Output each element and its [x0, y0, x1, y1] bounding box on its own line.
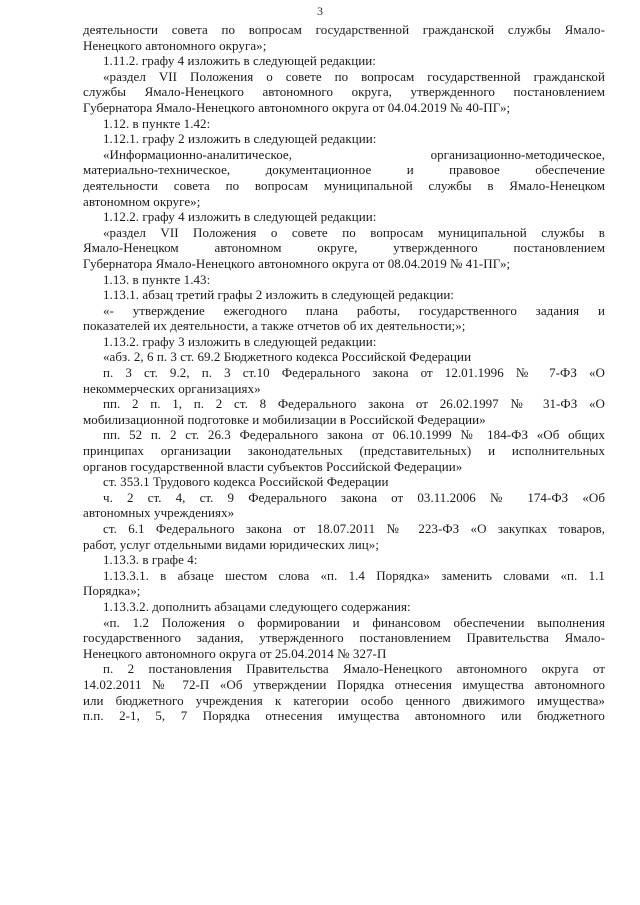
- text-line: работ, услуг отдельными видами юридических лиц»;: [83, 536, 380, 552]
- document-body: [83, 22, 605, 724]
- page-number: 3: [317, 4, 323, 18]
- text-line: 14.02.2011 № 72-П «Об утверждении Порядка отнесения имущества автономного: [83, 676, 605, 692]
- text-line: или бюджетного учреждения к категории особо ценного движимого имущества»: [83, 692, 605, 708]
- text-line: 1.11.2. графу 4 изложить в следующей редакции:: [103, 53, 376, 69]
- text-line: 1.13. в пункте 1.43:: [103, 271, 211, 287]
- text-line: деятельности совета по вопросам государственной гражданской службы Ямало-: [83, 22, 605, 37]
- text-line: ст. 353.1 Трудового кодекса Российской Федерации: [103, 474, 389, 490]
- text-line: «раздел VII Положения о совете по вопросам государственной гражданской: [103, 68, 605, 84]
- text-line: принципах организации законодательных (представительных) и исполнительных: [83, 443, 605, 459]
- text-line: 1.13.2. графу 3 изложить в следующей редакции:: [103, 333, 377, 349]
- text-line: деятельности совета по вопросам муниципальной службы в Ямало-Ненецком: [83, 177, 605, 193]
- text-line: Ямало-Ненецком автономном округе, утвержденного постановлением: [83, 240, 605, 256]
- text-line: ст. 6.1 Федерального закона от 18.07.2011 № 223-ФЗ «О закупках товаров,: [103, 521, 605, 536]
- text-line: органов государственной власти субъектов Российской Федерации»: [83, 458, 463, 474]
- text-line: 1.12.2. графу 4 изложить в следующей редакции:: [103, 209, 377, 225]
- text-line: государственного задания, утвержденного постановлением Правительства Ямало-: [83, 630, 605, 646]
- text-line: «раздел VII Положения о совете по вопросам муниципальной службы в: [103, 224, 605, 240]
- text-line: 1.12. в пункте 1.42:: [103, 115, 211, 131]
- text-line: пп. 52 п. 2 ст. 26.3 Федерального закона от 06.10.1999 № 184-ФЗ «Об общих: [103, 427, 605, 443]
- text-line: показателей их деятельности, а также отчетов об их деятельности;»;: [83, 318, 466, 334]
- text-line: службы Ямало-Ненецкого автономного округа, утвержденного постановлением: [83, 84, 605, 100]
- text-line: «- утверждение ежегодного плана работы, государственного задания и: [103, 302, 605, 318]
- text-line: п. 3 ст. 9.2, п. 3 ст.10 Федерального закона от 12.01.1996 № 7-ФЗ «О: [103, 365, 605, 381]
- text-line: 1.12.1. графу 2 изложить в следующей редакции:: [103, 131, 377, 147]
- text-line: Ненецкого автономного округа»;: [83, 37, 267, 53]
- text-line: «абз. 2, 6 п. 3 ст. 69.2 Бюджетного кодекса Российской Федерации: [103, 349, 472, 365]
- text-line: 1.13.3.2. дополнить абзацами следующего содержания:: [103, 598, 411, 614]
- text-line: Губернатора Ямало-Ненецкого автономного округа от 08.04.2019 № 41-ПГ»;: [83, 255, 511, 271]
- text-line: 1.13.3. в графе 4:: [103, 552, 198, 568]
- text-line: мобилизационной подготовке и мобилизации в Российской Федерации»: [83, 411, 486, 427]
- text-line: Ненецкого автономного округа от 25.04.2014 № 327-П: [83, 645, 387, 661]
- text-line: п. 2 постановления Правительства Ямало-Ненецкого автономного округа от: [103, 661, 605, 677]
- text-line: пп. 2 п. 1, п. 2 ст. 8 Федерального закона от 26.02.1997 № 31-ФЗ «О: [103, 396, 605, 412]
- text-line: некоммерческих организациях»: [83, 380, 261, 396]
- text-line: материально-техническое, документационное и правовое обеспечение: [83, 162, 605, 178]
- text-line: Порядка»;: [83, 583, 141, 599]
- text-line: автономном округе»;: [83, 193, 201, 209]
- text-line: 1.13.1. абзац третий графы 2 изложить в следующей редакции:: [103, 287, 455, 303]
- text-line: «п. 1.2 Положения о формировании и финансовом обеспечении выполнения: [103, 614, 605, 630]
- text-line: ч. 2 ст. 4, ст. 9 Федерального закона от 03.11.2006 № 174-ФЗ «Об: [103, 489, 605, 505]
- text-line: автономных учреждениях»: [83, 505, 235, 521]
- text-line: 1.13.3.1. в абзаце шестом слова «п. 1.4 Порядка» заменить словами «п. 1.1: [103, 567, 605, 583]
- text-line: п.п. 2-1, 5, 7 Порядка отнесения имущества автономного или бюджетного: [83, 708, 605, 724]
- text-line: Губернатора Ямало-Ненецкого автономного округа от 04.04.2019 № 40-ПГ»;: [83, 99, 511, 115]
- text-line: «Информационно-аналитическое, организационно-методическое,: [103, 146, 605, 162]
